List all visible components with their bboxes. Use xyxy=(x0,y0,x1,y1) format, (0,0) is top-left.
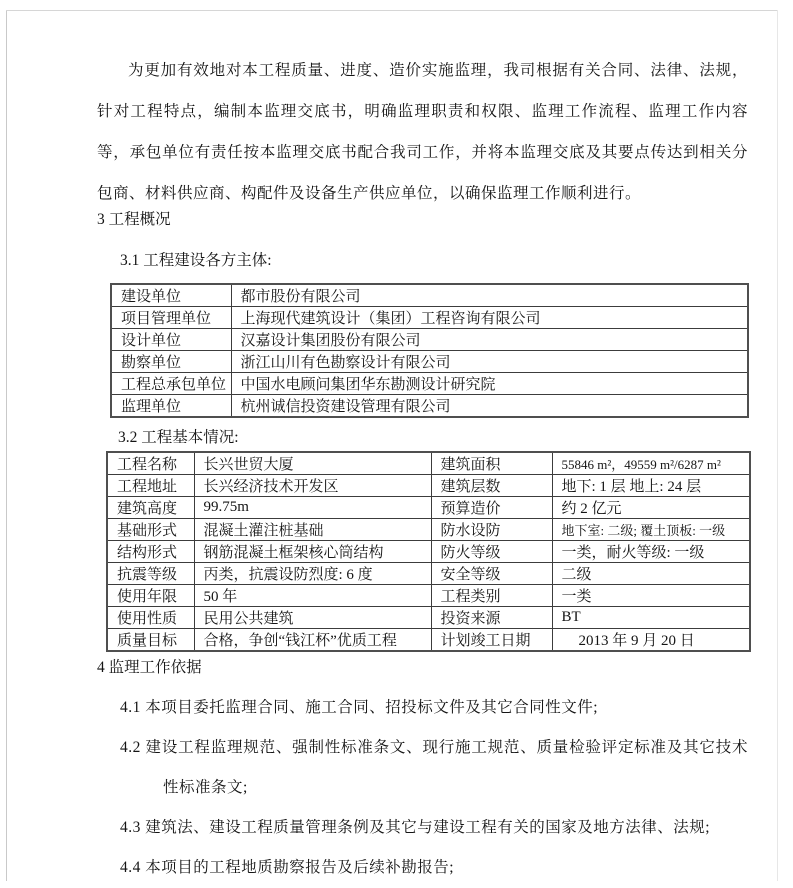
info-key-cell: 工程名称 xyxy=(107,452,194,475)
info-value-cell: 合格，争创“钱江杯”优质工程 xyxy=(194,629,431,652)
table-row xyxy=(111,351,748,373)
table-row xyxy=(107,629,750,652)
parties-table xyxy=(110,283,749,418)
party-label-cell: 监理单位 xyxy=(111,395,231,418)
party-value-cell: 浙江山川有色勘察设计有限公司 xyxy=(231,351,748,373)
info-value-cell: 地下室: 二级; 覆土顶板: 一级 xyxy=(552,519,750,541)
info-key-cell: 工程类别 xyxy=(431,585,552,607)
info-value-cell: 50 年 xyxy=(194,585,431,607)
basis-list xyxy=(97,688,748,888)
info-key-cell: 计划竣工日期 xyxy=(431,629,552,652)
table-row xyxy=(111,307,748,329)
info-key-cell: 预算造价 xyxy=(431,497,552,519)
info-key-cell: 防火等级 xyxy=(431,541,552,563)
info-key-cell: 工程地址 xyxy=(107,475,194,497)
info-value-cell: 民用公共建筑 xyxy=(194,607,431,629)
table-row xyxy=(107,519,750,541)
info-value-cell: 钢筋混凝土框架核心筒结构 xyxy=(194,541,431,563)
table-row xyxy=(107,452,750,475)
table-row xyxy=(107,563,750,585)
info-value-cell: BT xyxy=(552,607,750,629)
table-row xyxy=(107,541,750,563)
info-key-cell: 使用性质 xyxy=(107,607,194,629)
table-row xyxy=(111,329,748,351)
party-value-cell: 中国水电顾问集团华东勘测设计研究院 xyxy=(231,373,748,395)
basis-item-4-1: 4.1 本项目委托监理合同、施工合同、招投标文件及其它合同性文件; xyxy=(120,699,599,716)
party-label-cell: 项目管理单位 xyxy=(111,307,231,329)
info-value-cell: 长兴世贸大厦 xyxy=(194,452,431,475)
section-4-heading: 4 监理工作依据 xyxy=(97,659,202,676)
table-row xyxy=(107,607,750,629)
info-value-cell: 2013 年 9 月 20 日 xyxy=(552,629,750,652)
section-3-heading: 3 工程概况 xyxy=(97,211,171,228)
party-value-cell: 上海现代建筑设计（集团）工程咨询有限公司 xyxy=(231,307,748,329)
table-row xyxy=(111,395,748,418)
info-value-cell: 一类 xyxy=(552,585,750,607)
project-info-table xyxy=(106,451,751,652)
info-value-cell: 二级 xyxy=(552,563,750,585)
info-key-cell: 结构形式 xyxy=(107,541,194,563)
table-row xyxy=(107,497,750,519)
info-value-cell: 长兴经济技术开发区 xyxy=(194,475,431,497)
basis-item-4-4: 4.4 本项目的工程地质勘察报告及后续补勘报告; xyxy=(120,859,455,876)
info-key-cell: 防水设防 xyxy=(431,519,552,541)
info-key-cell: 基础形式 xyxy=(107,519,194,541)
basis-item-4-3: 4.3 建筑法、建设工程质量管理条例及其它与建设工程有关的国家及地方法律、法规; xyxy=(120,819,711,836)
table-row xyxy=(111,373,748,395)
subsection-3-1-heading: 3.1 工程建设各方主体: xyxy=(120,252,272,269)
party-label-cell: 设计单位 xyxy=(111,329,231,351)
info-key-cell: 使用年限 xyxy=(107,585,194,607)
info-key-cell: 安全等级 xyxy=(431,563,552,585)
table-row xyxy=(107,585,750,607)
info-key-cell: 质量目标 xyxy=(107,629,194,652)
info-value-cell: 约 2 亿元 xyxy=(552,497,750,519)
info-key-cell: 建筑面积 xyxy=(431,452,552,475)
party-value-cell: 都市股份有限公司 xyxy=(231,284,748,307)
info-value-cell: 丙类，抗震设防烈度: 6 度 xyxy=(194,563,431,585)
page-edge-left xyxy=(6,10,7,881)
info-value-cell: 一类，耐火等级: 一级 xyxy=(552,541,750,563)
info-key-cell: 投资来源 xyxy=(431,607,552,629)
party-label-cell: 建设单位 xyxy=(111,284,231,307)
party-label-cell: 勘察单位 xyxy=(111,351,231,373)
intro-paragraph: 为更加有效地对本工程质量、进度、造价实施监理，我司根据有关合同、法律、法规，针对工程特点，编制本监理交底书，明确监理职责和权限、监理工作流程、监理工作内容等，承包单位有责任按本监理交底书配合我司工作，并将本监理交底及其要点传达到相关分包商、材料供应商、构配件及设备生产供应单位，以确保监理工作顺利进行。 xyxy=(97,62,748,202)
document-page xyxy=(97,50,748,888)
party-value-cell: 汉嘉设计集团股份有限公司 xyxy=(231,329,748,351)
info-value-cell: 99.75m xyxy=(194,497,431,519)
party-label-cell: 工程总承包单位 xyxy=(111,373,231,395)
info-value-cell: 55846 m²，49559 m²/6287 m² xyxy=(552,452,750,475)
info-key-cell: 建筑高度 xyxy=(107,497,194,519)
table-row xyxy=(111,284,748,307)
info-key-cell: 抗震等级 xyxy=(107,563,194,585)
basis-item-4-2: 4.2 建设工程监理规范、强制性标准条文、现行施工规范、质量检验评定标准及其它技术性标准条文; xyxy=(120,739,748,796)
party-value-cell: 杭州诚信投资建设管理有限公司 xyxy=(231,395,748,418)
page-edge-right xyxy=(777,10,778,881)
page-edge-top xyxy=(6,10,778,11)
info-key-cell: 建筑层数 xyxy=(431,475,552,497)
info-value-cell: 混凝土灌注桩基础 xyxy=(194,519,431,541)
subsection-3-2-heading: 3.2 工程基本情况: xyxy=(118,429,239,446)
info-value-cell: 地下: 1 层 地上: 24 层 xyxy=(552,475,750,497)
table-row xyxy=(107,475,750,497)
